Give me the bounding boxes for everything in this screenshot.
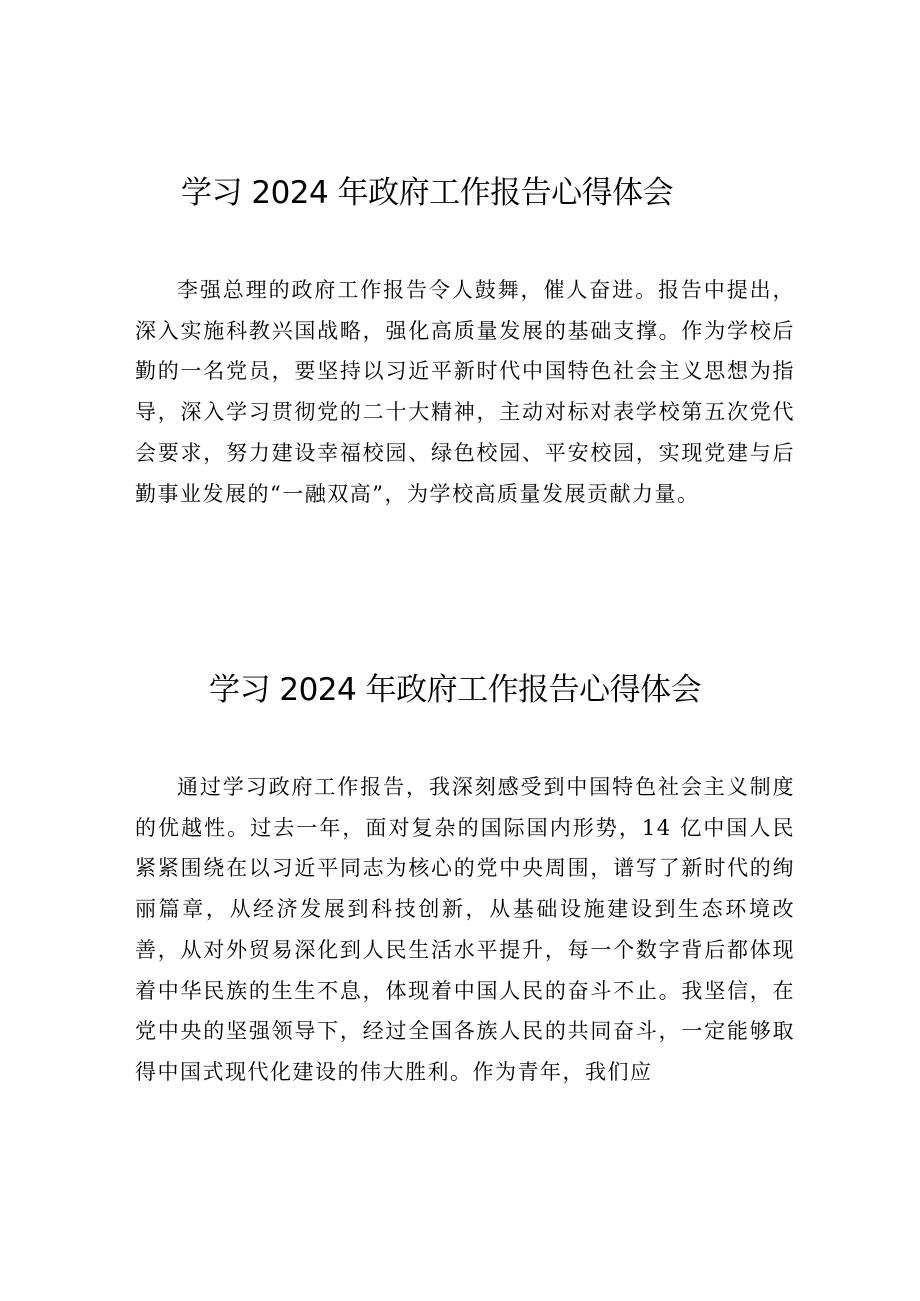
section-body-1: 李强总理的政府工作报告令人鼓舞，催人奋进。报告中提出，深入实施科教兴国战略，强化高质量发展的基础支撑。作为学校后勤的一名党员，要坚持以习近平新时代中国特色社会主义思想为指导，深入学习贯彻党的二十大精神，主动对标对表学校第五次党代会要求，努力建设幸福校园、绿色校园、平安校园，实现党建与后勤事业发展的“一融双高”，为学校高质量发展贡献力量。 (135, 278, 795, 506)
section-title-2: 学习 2024 年政府工作报告心得体会 (209, 672, 702, 708)
section-title-1: 学习 2024 年政府工作报告心得体会 (181, 175, 674, 211)
section-body-2: 通过学习政府工作报告，我深刻感受到中国特色社会主义制度的优越性。过去一年，面对复杂的国际国内形势，14 亿中国人民紧紧围绕在以习近平同志为核心的党中央周围，谱写了新时代的绚丽篇章，从经济发展到科技创新，从基础设施建设到生态环境改善，从对外贸易深化到人民生活水平提升，每一个数字背后都体现着中华民族的生生不息，体现着中国人民的奋斗不止。我坚信，在党中央的坚强领导下，经过全国各族人民的共同奋斗，一定能够取得中国式现代化建设的伟大胜利。作为青年，我们应 (135, 775, 795, 1084)
